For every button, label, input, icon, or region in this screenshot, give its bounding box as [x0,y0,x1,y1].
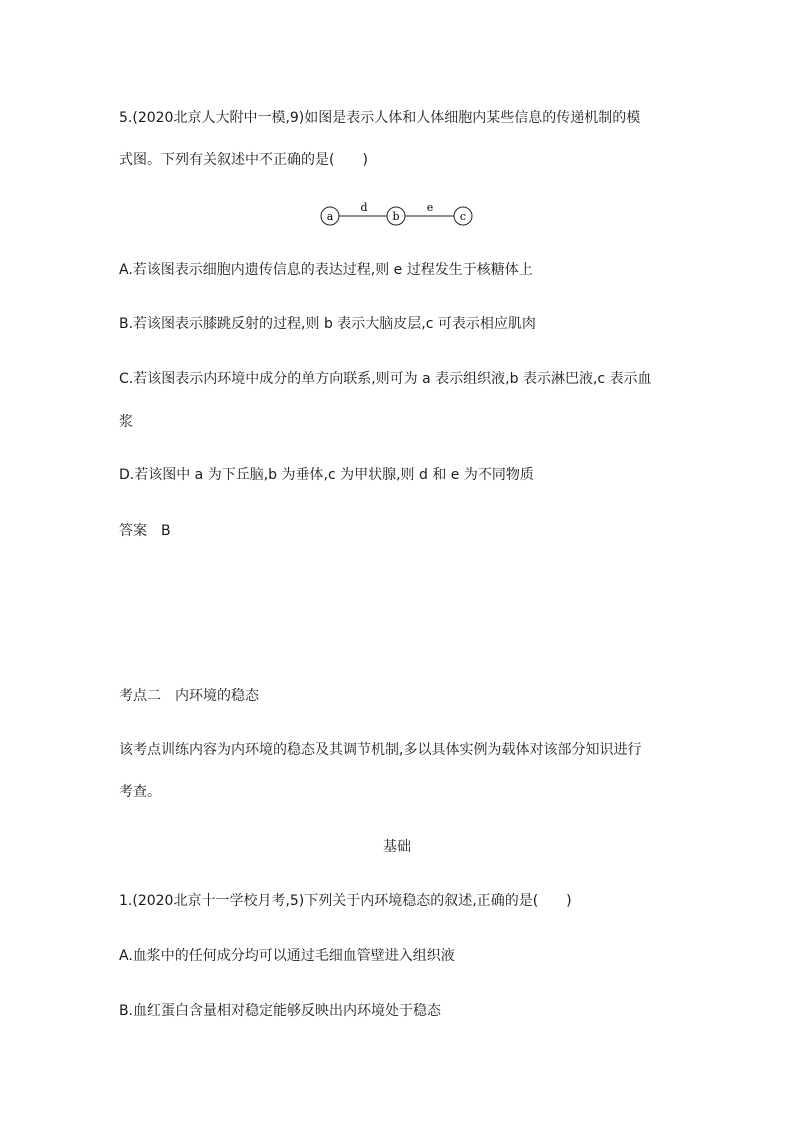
section-desc-line1: 该考点训练内容为内环境的稳态及其调节机制,多以具体实例为载体对该部分知识进行 [119,742,642,758]
edge-d-label: d [360,201,368,214]
question-5-stem-line1: 5.(2020北京人大附中一模,9)如图是表示人体和人体细胞内某些信息的传递机制的模 [119,110,641,126]
question-1-option-a: A.血浆中的任何成分均可以通过毛细血管壁进入组织液 [119,948,455,964]
node-c-label: c [459,210,467,223]
question-5-answer: 答案 B [119,523,171,539]
question-1-stem: 1.(2020北京十一学校月考,5)下列关于内环境稳态的叙述,正确的是( ) [119,893,572,909]
node-b-label: b [392,210,400,223]
question-5-option-b: B.若该图表示膝跳反射的过程,则 b 表示大脑皮层,c 可表示相应肌肉 [119,316,536,332]
section-title: 考点二 内环境的稳态 [119,688,259,704]
signal-transfer-diagram [318,200,478,232]
question-5-option-c-line2: 浆 [119,414,133,430]
node-a-label: a [326,210,334,223]
section-desc-line2: 考查。 [119,784,161,800]
question-5-stem-line2: 式图。下列有关叙述中不正确的是( ) [119,152,368,168]
edge-e-label: e [426,201,434,214]
level-heading: 基础 [383,839,411,855]
question-1-option-b: B.血红蛋白含量相对稳定能够反映出内环境处于稳态 [119,1003,442,1019]
question-5-option-c-line1: C.若该图表示内环境中成分的单方向联系,则可为 a 表示组织液,b 表示淋巴液,c 表示血 [119,371,652,387]
question-5-option-a: A.若该图表示细胞内遗传信息的表达过程,则 e 过程发生于核糖体上 [119,262,533,278]
question-5-option-d: D.若该图中 a 为下丘脑,b 为垂体,c 为甲状腺,则 d 和 e 为不同物质 [119,467,534,483]
